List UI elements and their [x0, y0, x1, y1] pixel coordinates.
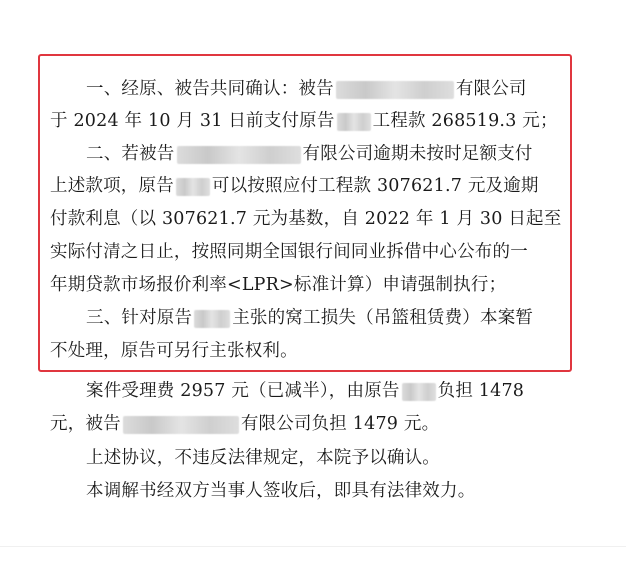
confirmation-text: 上述协议，不违反法律规定，本院予以确认。 — [86, 448, 440, 468]
item3-line2-text: 不处理，原告可另行主张权利。 — [50, 341, 298, 361]
fee-line1 — [86, 376, 524, 406]
item1-line1 — [86, 74, 527, 104]
item2-line2 — [50, 171, 539, 201]
item1-line1-text-a: 一、经原、被告共同确认：被告 — [86, 79, 334, 99]
legal-effect-line — [86, 476, 475, 506]
redacted-defendant-name — [177, 146, 301, 164]
item1-line2-text-b: 工程款 268519.3 元； — [372, 111, 558, 131]
item1-line1-text-b: 有限公司 — [455, 79, 527, 99]
fee-line1-text-a: 案件受理费 2957 元（已减半），由原告 — [86, 381, 400, 401]
fee-line1-text-b: 负担 1478 — [437, 381, 525, 401]
fee-line2 — [50, 409, 439, 439]
item3-line1-text-a: 三、针对原告 — [86, 308, 193, 328]
item2-line4 — [50, 237, 528, 267]
confirmation-line — [86, 443, 440, 473]
item2-line4-text: 实际付清之日止，按照同期全国银行间同业拆借中心公布的一 — [50, 242, 528, 262]
item2-line3-text: 付款利息（以 307621.7 元为基数，自 2022 年 1 月 30 日起至 — [50, 209, 562, 229]
item2-line1-text-b: 有限公司逾期未按时足额支付 — [302, 144, 533, 164]
legal-effect-text: 本调解书经双方当事人签收后，即具有法律效力。 — [86, 481, 476, 501]
redacted-defendant-name — [123, 416, 239, 434]
fee-line2-text-b: 有限公司负担 1479 元。 — [240, 414, 440, 434]
item3-line1 — [86, 303, 533, 333]
item2-line5 — [50, 270, 506, 300]
item2-line2-text-b: 可以按照应付工程款 307621.7 元及逾期 — [211, 176, 539, 196]
item2-line5-text: 年期贷款市场报价利率<LPR>标准计算）申请强制执行； — [50, 275, 507, 295]
item2-line1 — [86, 139, 533, 169]
item1-line2-text-a: 于 2024 年 10 月 31 日前支付原告 — [50, 111, 335, 131]
item3-line1-text-b: 主张的窝工损失（吊篮租赁费）本案暂 — [232, 308, 534, 328]
redacted-plaintiff-name — [337, 113, 371, 131]
redacted-plaintiff-name — [402, 383, 436, 401]
redacted-plaintiff-name — [194, 310, 230, 328]
item2-line3 — [50, 204, 561, 234]
item1-line2 — [50, 106, 558, 136]
item2-line2-text-a: 上述款项，原告 — [50, 176, 174, 196]
item2-line1-text-a: 二、若被告 — [86, 144, 175, 164]
item3-line2 — [50, 336, 298, 366]
redacted-defendant-name — [336, 81, 454, 99]
bottom-divider — [0, 546, 626, 547]
fee-line2-text-a: 元，被告 — [50, 414, 121, 434]
redacted-plaintiff-name — [176, 178, 210, 196]
